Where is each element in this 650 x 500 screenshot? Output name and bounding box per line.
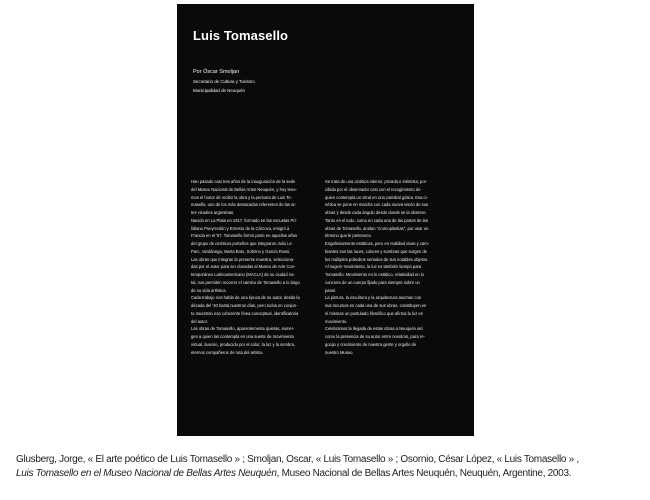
- text-line: virtual, ilusorio, producido por el color, la luz y la sombra,: [191, 341, 296, 347]
- caption-publisher: , Museo Nacional de Bellas Artes Neuquén, Neuquén, Argentine, 2003.: [276, 468, 572, 479]
- text-line: temporáneo Latinoamericano (MACLA) de su ciudad na-: [191, 272, 295, 277]
- caption-book-title: Luis Tomasello en el Museo Nacional de Bellas Artes Neuquén: [16, 468, 277, 479]
- text-line: Tomasello. Movimiento en lo estático, relatividad en lo: [325, 272, 424, 277]
- byline-organization: Municipalidad de Neuquén: [193, 88, 245, 93]
- text-line: Cada trabajo nos habla de una época de su autor, desde la: [191, 295, 300, 301]
- text-line: Al sugerir movimiento, la luz es también tiempo para: [325, 264, 422, 270]
- left-text-column: [191, 178, 314, 356]
- text-line: Celebramos la llegada de estas obras a Neuquén así: [325, 326, 423, 332]
- caption-line-2: [16, 467, 646, 481]
- text-line: biantes son las luces, colores y sombras que surgen de: [325, 248, 427, 254]
- text-line: movimiento.: [325, 318, 348, 324]
- byline-role: Secretario de Cultura y Turismo: [193, 79, 255, 84]
- text-line: Han pasado casi tres años de la inauguración de la sede: [191, 179, 296, 184]
- text-line: nuestro Museo.: [325, 349, 354, 355]
- text-line: Las obras que integran la presente muestra, selecciona-: [191, 256, 295, 262]
- byline-author: Por Óscar Smoljan: [193, 69, 240, 75]
- text-line: tes visuales argentinas.: [191, 210, 235, 215]
- text-line: Engañosamente estáticas, pero en realidad vivas y cam-: [325, 241, 430, 246]
- text-line: como la presencia de su autor entre nosotros, para re-: [325, 334, 425, 339]
- byline: [193, 68, 255, 95]
- text-line: concreto de un cuerpo fijado para siempre sobre un: [325, 279, 420, 285]
- text-line: nética se pone en marcha con cada nueva visión de sus: [325, 202, 429, 208]
- text-line: to muestran esa coherente línea conceptual, identificatoria: [191, 310, 299, 316]
- text-line: gen a quien las contempla en una suerte de movimiento: [191, 334, 294, 339]
- text-line: Parc, Vardánega, Marta Boto, Sobrino y García Rossi.: [191, 248, 291, 254]
- text-line: término que le pertenece.: [325, 233, 372, 239]
- text-line: lidiano Pueyrredón y Ernesto de la Cárcova, emigró a: [191, 225, 290, 231]
- text-line: del Museo Nacional de Bellas Artes Neuquén, y hoy tene-: [191, 186, 297, 192]
- text-line: de su vida artística.: [191, 287, 227, 293]
- text-line: Las obras de Tomasello, aparentemente quietas, sumer-: [191, 326, 295, 332]
- text-line: eternos compañeros de ruta del artista.: [191, 349, 264, 355]
- text-line: masello, uno de los más destacados referentes de las ar-: [191, 202, 297, 208]
- text-line: quien contempla un vitral en una catedral gótica. Esa ci-: [325, 194, 428, 200]
- text-line: obras de Tomasello, anidan "cromoplastias", por usar un: [325, 225, 429, 231]
- text-line: del autor.: [191, 318, 209, 324]
- text-line: Tanto en el todo, como en cada una de las partes de las: [325, 217, 428, 223]
- text-line: Francia en el '57. Tomasello formó parte en aquellos años: [191, 233, 298, 239]
- text-line: Se trata de una cinética interior, privada e intimista, por-: [325, 179, 428, 184]
- text-line: mos el honor de recibir la obra y la persona de Luis To-: [191, 194, 292, 200]
- document-page: [177, 4, 474, 436]
- bibliographic-caption: [16, 453, 646, 481]
- document-title: Luis Tomasello: [193, 28, 289, 43]
- text-line: La pintura, la escultura y la arquitectura asoman con: [325, 295, 422, 301]
- text-line: panel.: [325, 287, 337, 293]
- text-line: Nacido en La Plata en 1917, formado en las escuelas Pri-: [191, 217, 297, 223]
- text-line: obras y desde cada ángulo desde donde se la observe.: [325, 210, 427, 215]
- text-line: cibida por el observador casi con el recogimiento de: [325, 186, 421, 192]
- caption-line-1: Glusberg, Jorge, « El arte poético de Luis Tomasello » ; Smoljan, Oscar, « Luis Tomasello » ; Osornio, César López, « Luis Tomasello » ,: [16, 454, 579, 465]
- text-line: los múltiples poliedros seriados de sus notables objetos.: [325, 256, 429, 262]
- text-line: tal, nos permiten recorrer el camino de Tomasello a lo largo: [191, 279, 300, 285]
- text-line: del grupo de cinéticos porteños que integraron Julio Le: [191, 241, 292, 246]
- right-text-column: [325, 178, 448, 356]
- text-line: sí mismas un postulado filosófico que afirma la luz es: [325, 310, 423, 316]
- text-line: década del '40 hasta nuestros días, pero todos en conjun-: [191, 303, 298, 308]
- text-line: gocijo y crecimiento de nuestra gente y orgullo de: [325, 341, 417, 347]
- text-line: das por el autor para ser donadas al Museo de Arte Con-: [191, 264, 296, 270]
- text-line: sus recursos en cada una de sus obras, constituyen en: [325, 303, 427, 308]
